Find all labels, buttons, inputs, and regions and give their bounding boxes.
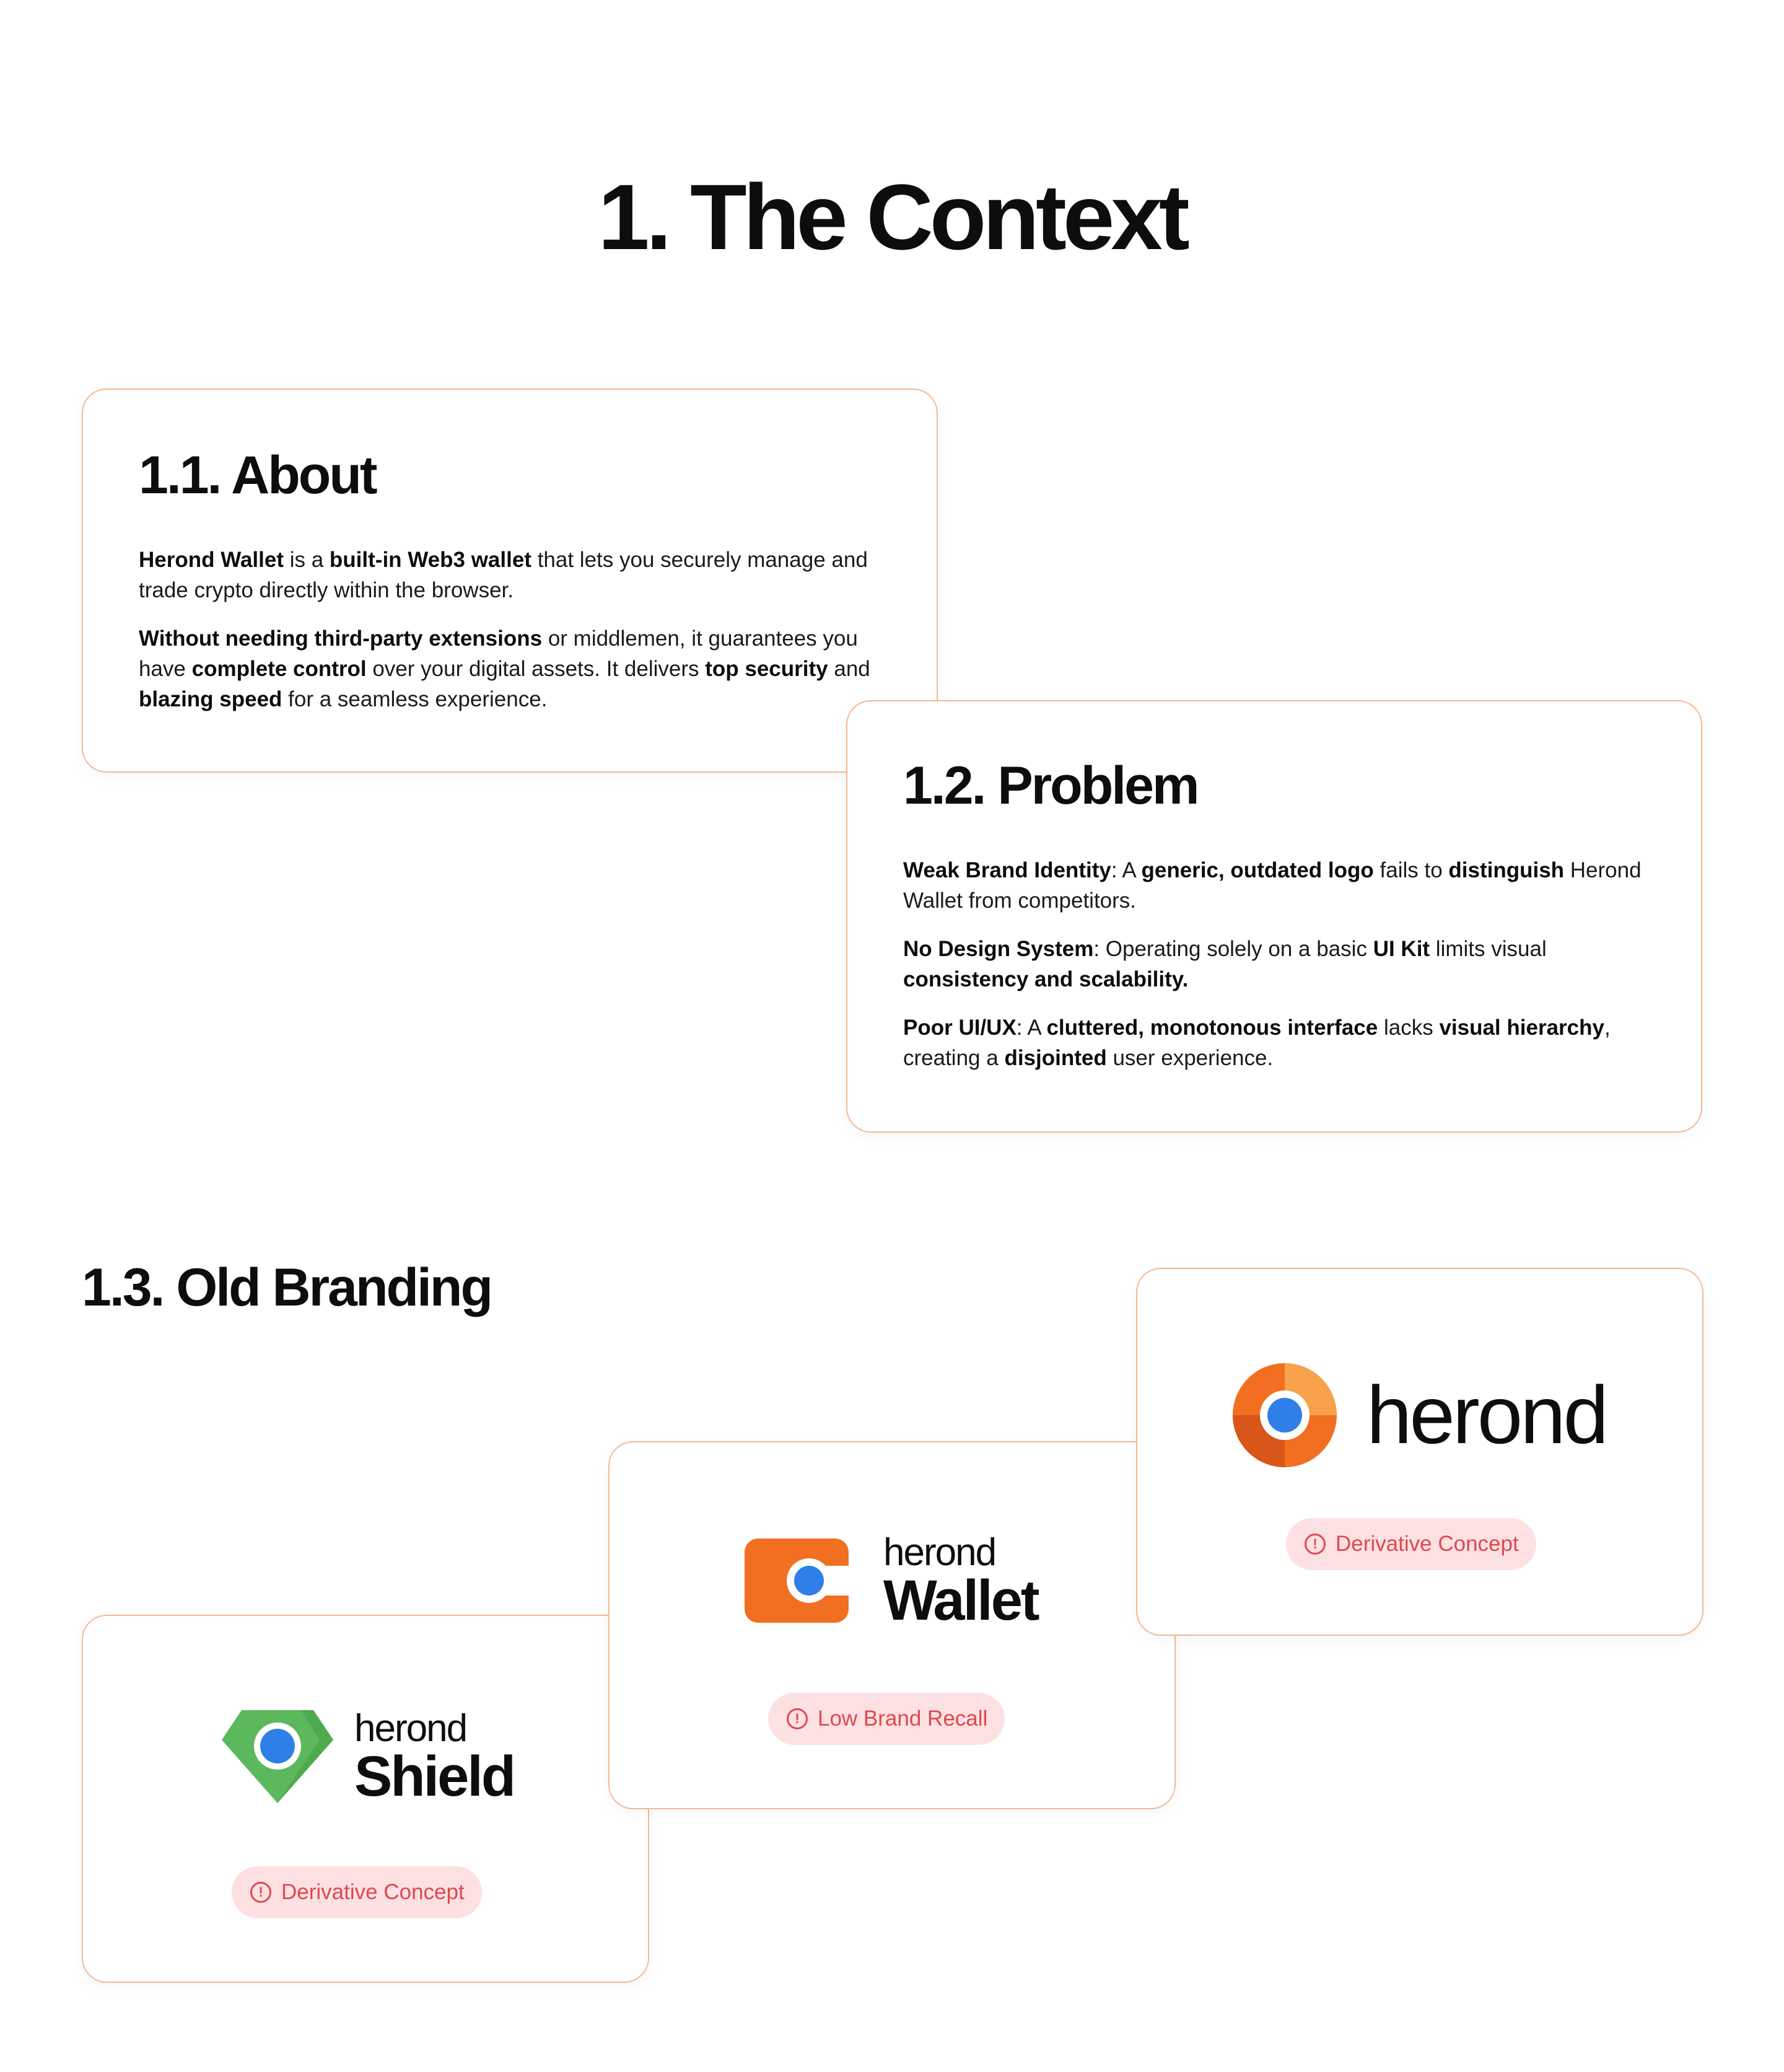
- text-strong: top security: [705, 657, 828, 681]
- text: Herond Wallet from competitors.: [903, 858, 1642, 913]
- herond-wordmark: herond: [1366, 1369, 1607, 1460]
- problem-item-design-system: [903, 934, 1646, 994]
- badge-label: Derivative Concept: [1336, 1532, 1519, 1556]
- about-card: [82, 388, 938, 773]
- wallet-wordmark: [883, 1531, 1038, 1632]
- text-strong: Poor UI/UX: [903, 1016, 1017, 1040]
- text: fails to: [1373, 858, 1449, 882]
- page-title: 1. The Context: [598, 165, 1186, 269]
- problem-card: [846, 700, 1702, 1133]
- alert-circle-icon: !: [787, 1708, 808, 1729]
- problem-item-ui-ux: [903, 1012, 1646, 1073]
- text-strong: complete control: [191, 657, 367, 681]
- wallet-logo-lockup: [745, 1531, 1038, 1632]
- text-strong: UI Kit: [1373, 937, 1430, 961]
- shield-logo-lockup: [221, 1707, 515, 1808]
- badge-label: Derivative Concept: [281, 1880, 465, 1904]
- text: that lets you securely manage and trade crypto directly within the browser.: [139, 548, 868, 602]
- text-strong: cluttered, monotonous interface: [1046, 1016, 1378, 1040]
- alert-circle-icon: !: [1305, 1534, 1326, 1555]
- text-strong: Herond Wallet: [139, 548, 284, 572]
- text: : Operating solely on a basic: [1093, 937, 1373, 961]
- text: limits visual: [1430, 937, 1547, 961]
- wordmark-bottom: Shield: [354, 1745, 515, 1808]
- text: or middlemen, it guarantees you have: [139, 626, 858, 681]
- text: is a: [284, 548, 330, 572]
- problem-item-brand-identity: [903, 855, 1646, 916]
- text: , creating a: [903, 1016, 1611, 1070]
- text: : A: [1111, 858, 1142, 882]
- status-badge: [768, 1693, 1005, 1745]
- text-strong: visual hierarchy: [1439, 1016, 1604, 1040]
- problem-heading: 1.2. Problem: [903, 756, 1198, 815]
- herond-browser-logo-icon: [1230, 1361, 1339, 1470]
- text-strong: built-in Web3 wallet: [329, 548, 531, 572]
- wordmark-top: herond: [883, 1531, 996, 1574]
- text-strong: generic, outdated logo: [1141, 858, 1374, 882]
- old-branding-heading: 1.3. Old Branding: [82, 1258, 491, 1317]
- text-strong: No Design System: [903, 937, 1094, 961]
- herond-logo-lockup: [1230, 1361, 1606, 1470]
- old-brand-card-wallet: [608, 1441, 1176, 1809]
- text: for a seamless experience.: [282, 687, 548, 711]
- text-strong: Without needing third-party extensions: [139, 626, 543, 651]
- text: and: [828, 657, 870, 681]
- text-strong: disjointed: [1004, 1046, 1107, 1070]
- badge-label: Low Brand Recall: [818, 1706, 988, 1731]
- old-brand-card-herond: [1136, 1268, 1703, 1636]
- text-strong: Weak Brand Identity: [903, 858, 1111, 882]
- text: over your digital assets. It delivers: [366, 657, 706, 681]
- wordmark-top: herond: [354, 1707, 467, 1750]
- text: lacks: [1378, 1016, 1440, 1040]
- text: : A: [1016, 1016, 1047, 1040]
- about-heading: 1.1. About: [139, 446, 376, 505]
- text-strong: distinguish: [1448, 858, 1565, 882]
- text-strong: blazing speed: [139, 687, 282, 711]
- alert-circle-icon: !: [250, 1882, 271, 1903]
- text: user experience.: [1106, 1046, 1274, 1070]
- text-strong: consistency and scalability.: [903, 967, 1189, 991]
- old-brand-card-shield: [82, 1615, 649, 1983]
- about-paragraph-1: [139, 545, 882, 605]
- shield-wordmark: [354, 1707, 515, 1808]
- status-badge: [1286, 1518, 1536, 1570]
- about-paragraph-2: [139, 623, 882, 714]
- wordmark-bottom: Wallet: [883, 1569, 1038, 1632]
- herond-wallet-logo-icon: [745, 1539, 849, 1623]
- status-badge: [232, 1866, 482, 1918]
- herond-shield-logo-icon: [221, 1709, 334, 1804]
